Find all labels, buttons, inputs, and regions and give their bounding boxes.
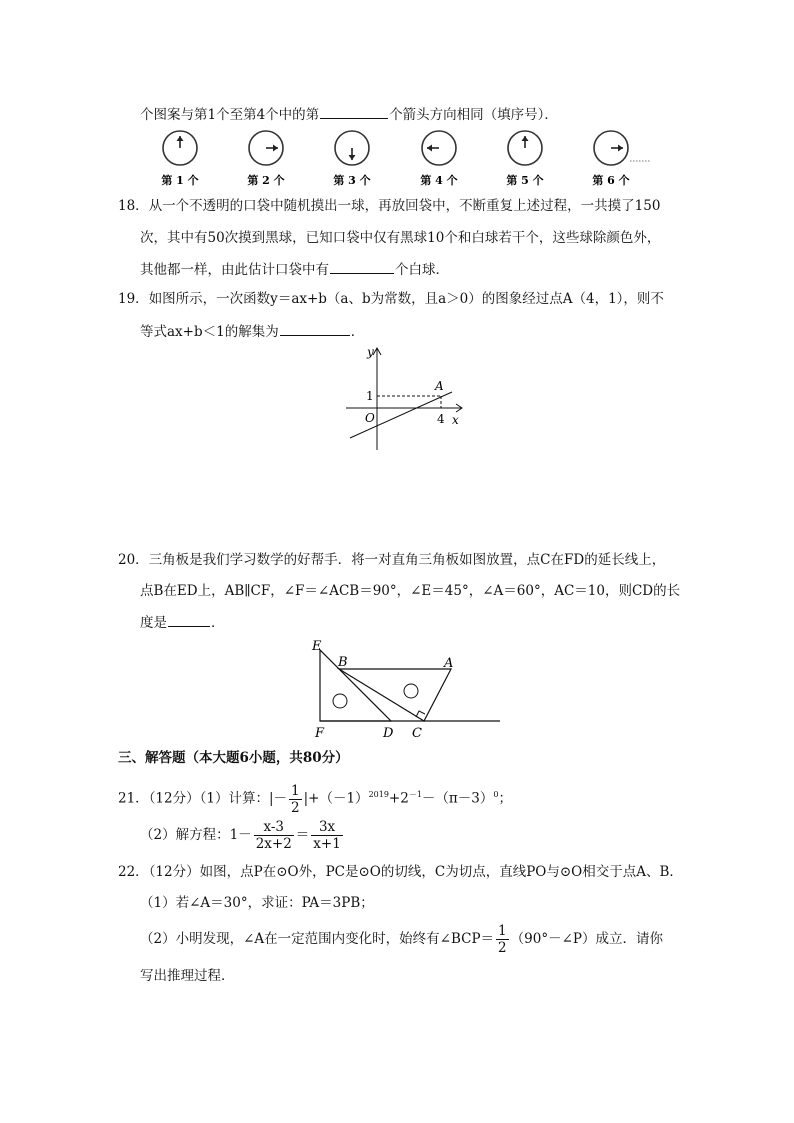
origin-label: O bbox=[365, 411, 375, 425]
q17-text-b: 个箭头方向相同（填序号）． bbox=[389, 107, 558, 123]
q22-line-4: 写出推理过程． bbox=[140, 968, 235, 984]
arrow-label-1: 第 1 个 bbox=[161, 174, 199, 187]
q19-text-2a: 等式ax+b＜1的解集为 bbox=[140, 324, 279, 340]
x-label: x bbox=[452, 413, 459, 427]
tick-label-4: 4 bbox=[437, 412, 445, 426]
hole-left bbox=[333, 694, 347, 708]
q21-p2-text: （2）解方程：1－ bbox=[140, 827, 252, 843]
hole-right bbox=[404, 684, 418, 698]
label-a: A bbox=[444, 656, 454, 671]
y-label: y bbox=[367, 345, 374, 359]
q19-answer-blank[interactable] bbox=[280, 321, 350, 336]
fraction-right-denominator: x+1 bbox=[313, 836, 341, 852]
fraction-left-numerator: x-3 bbox=[254, 819, 294, 836]
arrowhead-icon bbox=[349, 155, 356, 160]
q18-number: 18． bbox=[118, 198, 149, 214]
exponent-0: 0 bbox=[493, 790, 499, 799]
q21-part-1 bbox=[118, 780, 512, 816]
fraction-right bbox=[311, 819, 343, 852]
q18-line-1 bbox=[118, 196, 660, 216]
exponent-2019: 2019 bbox=[368, 790, 389, 799]
q20-triangle-figure bbox=[306, 636, 506, 742]
q21-p1-text-c: +2 bbox=[388, 790, 409, 807]
arrow-item-5 bbox=[506, 131, 543, 187]
q20-text-3a: 度是 bbox=[140, 615, 167, 631]
arrowhead-icon bbox=[427, 145, 432, 152]
point-a-label: A bbox=[435, 379, 444, 393]
q22-text-3a: （2）小明发现，∠A在一定范围内变化时，始终有∠BCP＝ bbox=[140, 931, 495, 947]
tick-label-1: 1 bbox=[366, 389, 374, 403]
q19-line-1 bbox=[118, 289, 664, 309]
q18-line-2: 次，其中有50次摸到黑球，已知口袋中仅有黑球10个和白球若干个，这些球除颜色外， bbox=[140, 230, 661, 246]
arrow-label-3: 第 3 个 bbox=[333, 174, 371, 187]
fraction-numerator: 1 bbox=[498, 923, 507, 939]
fraction-left bbox=[254, 819, 294, 852]
fraction-half bbox=[496, 923, 509, 956]
triangle-abc bbox=[339, 669, 451, 721]
q19-text-1: 如图所示，一次函数y＝ax+b（a、b为常数，且a＞0）的图象经过点A（4，1），则不 bbox=[148, 291, 664, 307]
fraction-left-denominator: 2x+2 bbox=[255, 836, 292, 852]
arrow-item-4 bbox=[420, 131, 457, 187]
q22-text-1: （12分）如图，点P在⊙O外，PC是⊙O的切线，C为切点，直线PO与⊙O相交于点A、B． bbox=[148, 864, 683, 880]
q22-text-3b: （90°－∠P）成立．请你 bbox=[510, 931, 663, 947]
q22-number: 22． bbox=[118, 864, 149, 880]
q20-number: 20． bbox=[118, 552, 149, 568]
label-f: F bbox=[315, 726, 325, 741]
arrow-item-2 bbox=[247, 131, 284, 187]
equals-sign: ＝ bbox=[295, 827, 310, 843]
label-d: D bbox=[383, 726, 394, 741]
q21-part-2 bbox=[140, 818, 345, 852]
arrowhead-icon bbox=[177, 136, 184, 141]
q20-line-3 bbox=[140, 612, 225, 633]
label-b: B bbox=[338, 655, 348, 670]
fraction-numerator: 1 bbox=[291, 782, 300, 799]
q18-text-1: 从一个不透明的口袋中随机摸出一球，再放回袋中，不断重复上述过程，一共摸了150 bbox=[148, 198, 661, 214]
q20-line-1 bbox=[118, 550, 665, 570]
arrow-item-3 bbox=[333, 131, 370, 187]
label-c: C bbox=[412, 726, 422, 741]
q18-text-3a: 其他都一样，由此估计口袋中有 bbox=[140, 262, 329, 278]
arrow-item-1 bbox=[161, 131, 198, 187]
q21-number: 21． bbox=[118, 790, 149, 807]
fraction-half bbox=[289, 783, 302, 816]
q20-text-3b: ． bbox=[211, 615, 225, 631]
label-e: E bbox=[312, 639, 322, 654]
arrow-pattern-figure bbox=[150, 126, 660, 192]
fraction-denominator: 2 bbox=[291, 799, 300, 816]
arrowhead-icon bbox=[522, 136, 529, 141]
q22-line-3 bbox=[140, 922, 663, 956]
q17-answer-blank[interactable] bbox=[320, 104, 388, 119]
arrow-label-5: 第 5 个 bbox=[506, 174, 544, 187]
q19-number: 19． bbox=[118, 291, 149, 307]
q21-p1-text-a: （12分）（1）计算：|－ bbox=[148, 790, 288, 807]
q17-text bbox=[140, 104, 558, 125]
q20-text-1: 三角板是我们学习数学的好帮手．将一对直角三角板如图放置，点C在FD的延长线上， bbox=[148, 552, 666, 568]
q22-line-1 bbox=[118, 862, 683, 882]
fraction-denominator: 2 bbox=[498, 940, 507, 956]
q19-text-2b: ． bbox=[350, 324, 365, 340]
q21-p1-text-d: －（π－3） bbox=[421, 790, 494, 807]
q17-text-a: 个图案与第1个至第4个中的第 bbox=[140, 107, 320, 123]
q20-line-2: 点B在ED上，AB∥CF，∠F＝∠ACB＝90°，∠E＝45°，∠A＝60°，AC＝10，则CD的长 bbox=[140, 583, 681, 599]
arrow-label-2: 第 2 个 bbox=[247, 174, 285, 187]
fraction-right-numerator: 3x bbox=[311, 819, 343, 836]
arrow-label-4: 第 4 个 bbox=[420, 174, 458, 187]
section-3-heading: 三、解答题（本大题6小题，共80分） bbox=[118, 750, 349, 766]
arrow-label-6: 第 6 个 bbox=[592, 174, 630, 187]
q19-line-2 bbox=[140, 321, 364, 342]
exponent-minus-1: －1 bbox=[408, 790, 422, 799]
q22-line-2: （1）若∠A＝30°，求证：PA＝3PB； bbox=[140, 895, 374, 911]
q18-text-3b: 个白球． bbox=[395, 262, 449, 278]
q19-graph-figure bbox=[344, 342, 468, 452]
arrowhead-icon bbox=[618, 145, 623, 152]
triangle-edf bbox=[320, 650, 391, 721]
q18-line-3 bbox=[140, 259, 449, 280]
q18-answer-blank[interactable] bbox=[330, 259, 394, 274]
arrowhead-icon bbox=[273, 145, 278, 152]
arrow-item-6 bbox=[592, 131, 629, 187]
right-angle-mark bbox=[416, 711, 425, 717]
q20-answer-blank[interactable] bbox=[168, 612, 210, 627]
q21-p1-text-e: ； bbox=[498, 790, 512, 807]
q21-p1-text-b: |+（－1） bbox=[303, 790, 369, 807]
